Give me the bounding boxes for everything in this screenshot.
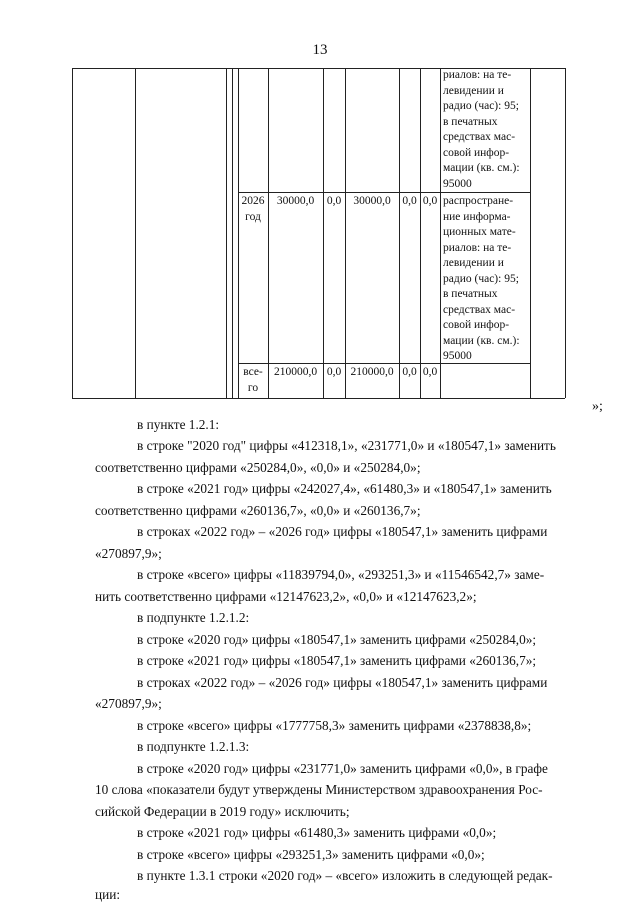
table-cell-value: 0,0 — [326, 366, 342, 378]
paragraph-line: 10 слова «показатели будут утверждены Министерством здравоохранения Рос- — [95, 782, 543, 797]
table-cell-description: риалов: на те- левидении и радио (час): 95; в печатных средствах мас- совой инфор- мации (кв. см.): 95000 — [443, 69, 520, 190]
table-line — [238, 68, 239, 398]
table-cell-value: 0,0 — [422, 195, 438, 207]
table-line — [72, 68, 73, 398]
paragraph-line: в пункте 1.2.1: — [137, 417, 220, 432]
paragraph-line: «270897,9»; — [95, 696, 162, 711]
table-line — [420, 68, 421, 398]
paragraph-line: в строке «2021 год» цифры «180547,1» заменить цифрами «260136,7»; — [137, 653, 537, 668]
table-cell-value: 30000,0 — [276, 195, 315, 207]
table-line — [345, 68, 346, 398]
table-cell-value: 210000,0 — [273, 366, 318, 378]
paragraph-line: в строке «всего» цифры «293251,3» заменить цифрами «0,0»; — [137, 847, 485, 862]
table-cell-value: 0,0 — [402, 366, 417, 378]
paragraph-line: в строке «всего» цифры «11839794,0», «293251,3» и «11546542,7» заме- — [137, 567, 545, 582]
paragraph-line: в строке «2021 год» цифры «242027,4», «61480,3» и «180547,1» заменить — [137, 481, 552, 496]
paragraph-line: сийской Федерации в 2019 году» исключить; — [95, 804, 350, 819]
table-line — [399, 68, 400, 398]
table-cell-value: 210000,0 — [350, 366, 394, 378]
table-line — [440, 68, 441, 398]
table-cell-year: 2026 год — [241, 195, 265, 223]
paragraph-line: в строке «2021 год» цифры «61480,3» заменить цифрами «0,0»; — [137, 825, 497, 840]
paragraph-line: в строке «2020 год» цифры «231771,0» заменить цифрами «0,0», в графе — [137, 761, 548, 776]
table-cell-value: 0,0 — [402, 195, 417, 207]
paragraph-line: ции: — [95, 887, 121, 902]
table-cell-value: 0,0 — [326, 195, 342, 207]
paragraph-line: в строках «2022 год» – «2026 год» цифры «180547,1» заменить цифрами — [137, 524, 548, 539]
table-line — [530, 68, 531, 398]
table-line — [565, 68, 566, 398]
table-line — [268, 68, 269, 398]
page-number: 13 — [312, 42, 328, 58]
paragraph-line: в подпункте 1.2.1.3: — [137, 739, 250, 754]
table-line — [72, 398, 565, 399]
paragraph-line: «270897,9»; — [95, 546, 162, 561]
paragraph-line: нить соответственно цифрами «12147623,2», «0,0» и «12147623,2»; — [95, 589, 477, 604]
table-fragment — [0, 0, 640, 410]
table-cell-value: 30000,0 — [353, 195, 391, 207]
table-cell-year: все- го — [243, 366, 263, 394]
paragraph-line: соответственно цифрами «250284,0», «0,0» и «250284,0»; — [95, 460, 421, 475]
closing-quote: »; — [592, 399, 603, 414]
paragraph-line: в строках «2022 год» – «2026 год» цифры «180547,1» заменить цифрами — [137, 675, 548, 690]
paragraph-line: соответственно цифрами «260136,7», «0,0» и «260136,7»; — [95, 503, 421, 518]
paragraph-line: в подпункте 1.2.1.2: — [137, 610, 250, 625]
table-cell-value: 0,0 — [422, 366, 438, 378]
table-line — [238, 192, 530, 193]
table-cell-description: распростране- ние информа- ционных мате- риалов: на те- левидении и радио (час): 95; в печатных средствах мас- совой инфор- мации (кв. см.): 95000 — [443, 195, 520, 362]
paragraph-line: в строке «2020 год» цифры «180547,1» заменить цифрами «250284,0»; — [137, 632, 537, 647]
table-line — [323, 68, 324, 398]
paragraph-line: в строке «всего» цифры «1777758,3» заменить цифрами «2378838,8»; — [137, 718, 532, 733]
paragraph-line: в пункте 1.3.1 строки «2020 год» – «всего» изложить в следующей редак- — [137, 868, 553, 883]
table-line — [232, 68, 233, 398]
table-line — [226, 68, 227, 398]
paragraph-line: в строке "2020 год" цифры «412318,1», «231771,0» и «180547,1» заменить — [137, 438, 556, 453]
table-line — [135, 68, 136, 398]
